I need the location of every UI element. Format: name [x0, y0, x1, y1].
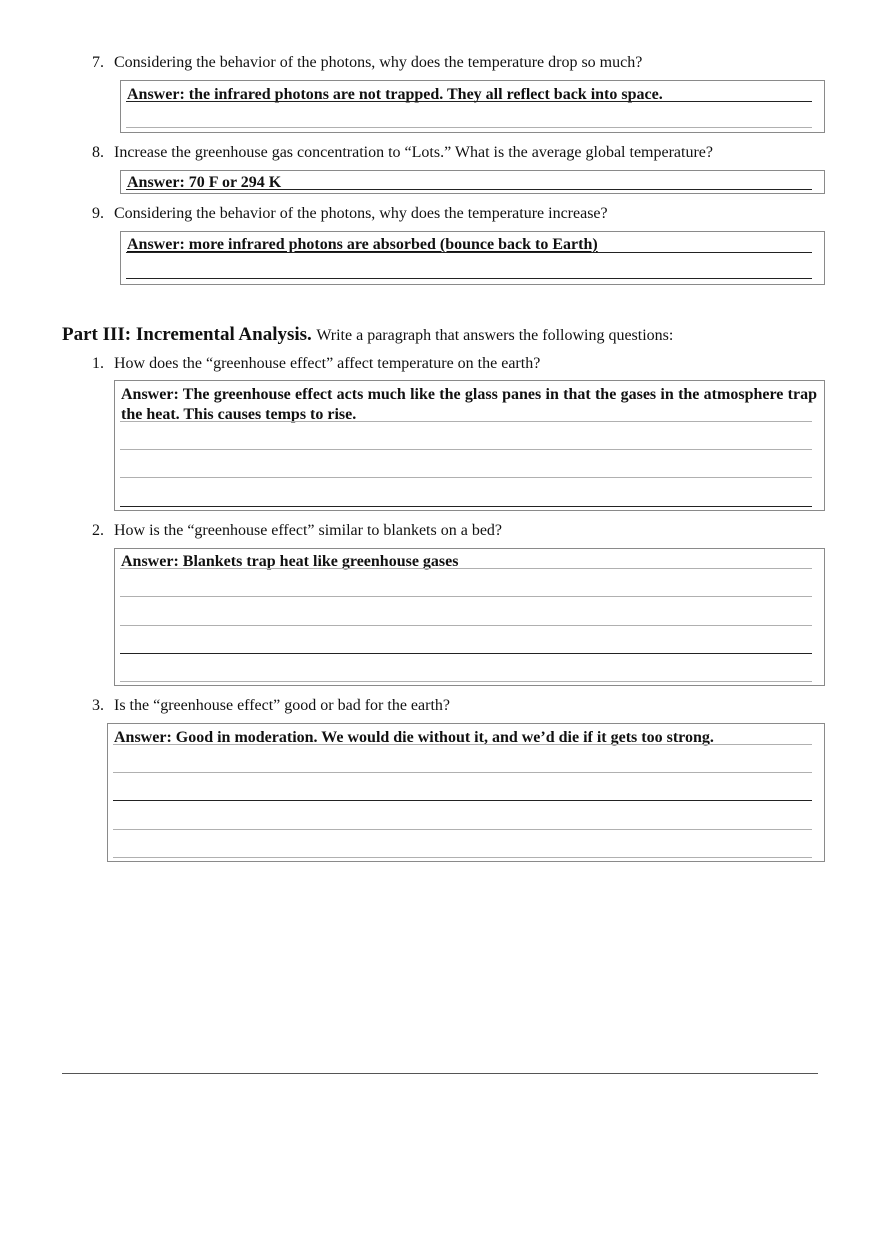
answer-line: [120, 653, 812, 654]
section-title: Part III: Incremental Analysis.: [62, 324, 312, 345]
answer-line: [120, 421, 812, 422]
answer-line: [113, 772, 812, 773]
answer-text: Answer: more infrared photons are absorbed (bounce back to Earth): [127, 236, 598, 253]
answer-line: [120, 681, 812, 682]
question-text: How is the “greenhouse effect” similar to blankets on a bed?: [114, 522, 503, 539]
question-number: 1.: [92, 355, 104, 372]
answer-line: [126, 101, 812, 102]
answer-box-p3-1[interactable]: [114, 380, 825, 511]
answer-text: Answer: the infrared photons are not trapped. They all reflect back into space.: [127, 86, 663, 103]
question-number: 9.: [92, 205, 104, 222]
answer-line: [126, 127, 812, 128]
question-number: 8.: [92, 144, 104, 161]
answer-line: [120, 625, 812, 626]
answer-line: [120, 477, 812, 478]
answer-line: [126, 189, 812, 190]
answer-box-p3-3[interactable]: [107, 723, 825, 862]
section-heading: [62, 322, 673, 348]
answer-line: [120, 449, 812, 450]
question-text: How does the “greenhouse effect” affect temperature on the earth?: [114, 355, 541, 372]
section-instruction: Write a paragraph that answers the following questions:: [316, 327, 674, 344]
question-number: 3.: [92, 697, 104, 714]
question-text: Considering the behavior of the photons, why does the temperature increase?: [114, 205, 608, 222]
answer-line: [120, 506, 812, 507]
footer-divider: [62, 1073, 818, 1074]
answer-line: [113, 800, 812, 801]
answer-text: Answer: Good in moderation. We would die without it, and we’d die if it gets too strong.: [114, 729, 714, 746]
question-text: Is the “greenhouse effect” good or bad for the earth?: [114, 697, 450, 714]
answer-line: [113, 857, 812, 858]
answer-box-8[interactable]: [120, 170, 825, 194]
answer-line: [113, 829, 812, 830]
answer-line: [126, 252, 812, 253]
question-text: Considering the behavior of the photons, why does the temperature drop so much?: [114, 54, 643, 71]
answer-line: [120, 568, 812, 569]
answer-box-p3-2[interactable]: [114, 548, 825, 686]
question-text: Increase the greenhouse gas concentration to “Lots.” What is the average global temperature?: [114, 144, 713, 161]
answer-line: [113, 744, 812, 745]
question-number: 2.: [92, 522, 104, 539]
answer-box-9[interactable]: [120, 231, 825, 285]
answer-box-7[interactable]: [120, 80, 825, 133]
answer-text: Answer: Blankets trap heat like greenhouse gases: [121, 553, 459, 570]
answer-line: [120, 596, 812, 597]
answer-text: Answer: 70 F or 294 K: [127, 174, 282, 191]
answer-text: Answer: The greenhouse effect acts much like the glass panes in that the gases in the atmosphere trap the heat. This causes temps to rise.: [121, 386, 817, 423]
question-number: 7.: [92, 54, 104, 71]
answer-line: [126, 278, 812, 279]
